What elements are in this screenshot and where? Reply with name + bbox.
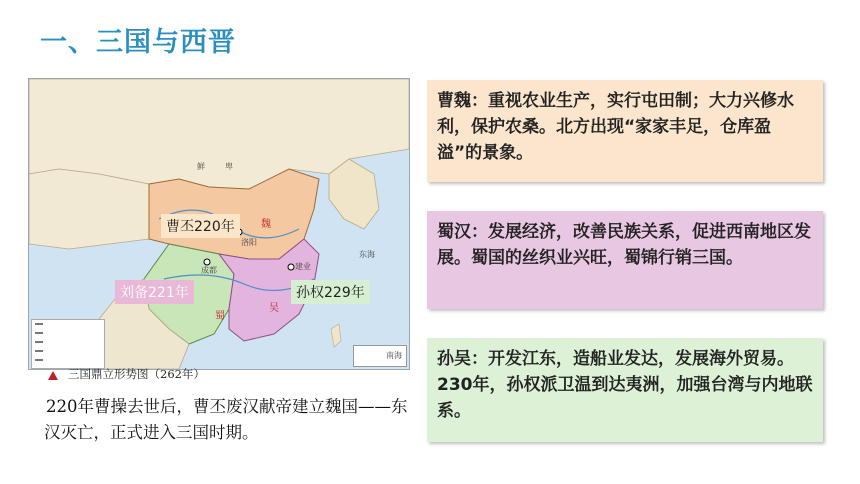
card-wei: 曹魏：重视农业生产，实行屯田制；大力兴修水利，保护农桑。北方出现“家家丰足，仓库盈溢”的景象。	[427, 80, 823, 182]
card-wu: 孙吴：开发江东，造船业发达，发展海外贸易。230年，孙权派卫温到达夷洲，加强台湾与内地联系。	[427, 338, 823, 442]
legend-item	[32, 356, 104, 365]
map-region-shu: 蜀	[215, 311, 225, 322]
map-label-shu: 刘备221年	[115, 280, 194, 304]
legend-item	[32, 329, 104, 338]
map-legend	[31, 319, 105, 369]
map-place-nanhai: 南海	[386, 351, 402, 360]
map-region-xian: 鲜	[197, 162, 205, 171]
three-kingdoms-map	[28, 78, 410, 370]
map-label-wei: 曹丕220年	[161, 214, 240, 238]
map-caption-text: 三国鼎立形势图（262年）	[68, 367, 205, 381]
legend-item	[32, 347, 104, 356]
map-region-wei: 魏	[261, 219, 271, 230]
legend-item	[32, 320, 104, 329]
map-place-chengdu: 成都	[201, 266, 217, 275]
card-shu: 蜀汉：发展经济，改善民族关系，促进西南地区发展。蜀国的丝织业兴旺，蜀锦行销三国。	[427, 211, 823, 309]
legend-item	[32, 338, 104, 347]
map-region-bei: 卑	[225, 162, 233, 171]
map-region-wu: 吴	[269, 303, 279, 314]
map-place-donghai: 东海	[359, 250, 375, 259]
triangle-icon	[48, 371, 58, 380]
summary-text: 220年曹操去世后，曹丕废汉献帝建立魏国——东汉灭亡，正式进入三国时期。	[44, 397, 408, 442]
map-label-wu: 孙权229年	[291, 280, 370, 304]
map-place-luoyang: 洛阳	[241, 238, 257, 247]
nanhai-inset	[353, 345, 407, 367]
map-caption	[48, 366, 205, 382]
page-title: 一、三国与西晋	[40, 27, 236, 58]
map-place-jianye: 建业	[295, 262, 311, 271]
